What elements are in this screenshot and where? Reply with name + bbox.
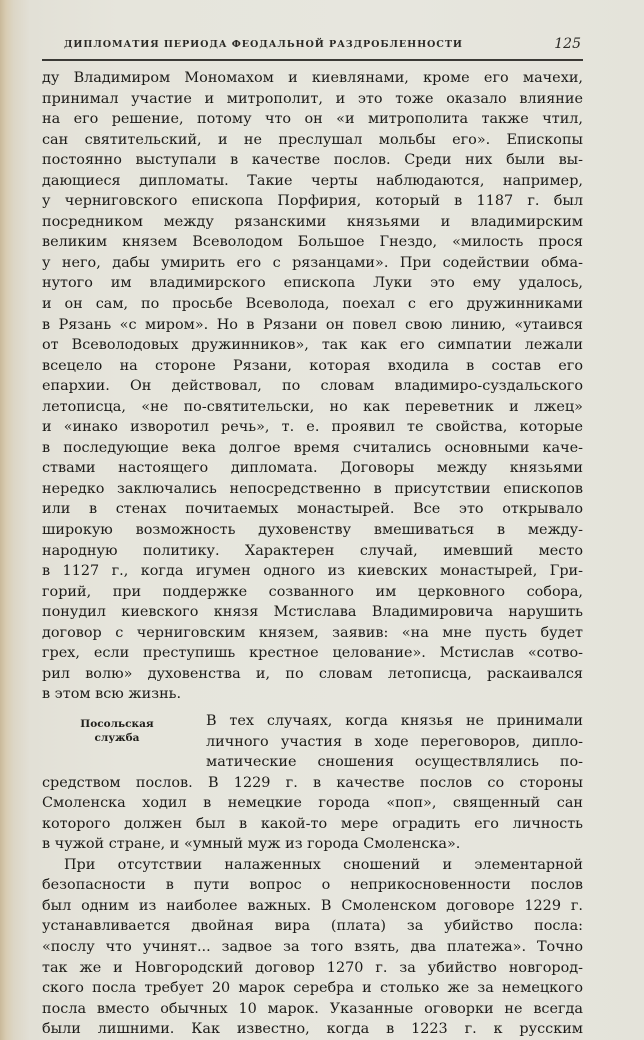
- text-line: грех, если преступишь крестное целование». Мстислав «сотво-: [42, 645, 583, 662]
- text-line: в последующие века долгое время считались основными каче-: [42, 439, 583, 456]
- text-line: матические сношения осуществлялись по-: [206, 754, 583, 771]
- text-line: у него, дабы умирить его с рязанцами». При содействии обма-: [42, 254, 583, 271]
- text-line: дающиеся дипломаты. Такие черты наблюдаются, например,: [42, 172, 583, 189]
- body-text: [42, 68, 583, 1040]
- text-line: ду Владимиром Мономахом и киевлянами, кроме его мачехи,: [42, 70, 583, 86]
- running-head: [42, 37, 583, 57]
- text-line: ствами настоящего дипломата. Договоры между князьями: [42, 460, 583, 477]
- text-line: ского посла требует 20 марок серебра и столько же за немецкого: [42, 980, 583, 997]
- text-line: При отсутствии налаженных сношений и элементарной: [64, 856, 583, 873]
- text-line: посла вместо обычных 10 марок. Указанные оговорки не всегда: [42, 1000, 583, 1017]
- text-line: так же и Новгородский договор 1270 г. за убийство новгород-: [42, 959, 583, 976]
- text-line: в чужой стране, и «умный муж из города Смоленска».: [42, 836, 461, 853]
- text-line: Смоленска ходил в немецкие города «поп», священный сан: [42, 795, 583, 812]
- text-line: «послу что учинят... задвое за того взять, два платежа». Точно: [42, 938, 583, 955]
- paragraph-2: [42, 711, 583, 855]
- text-line: нередко заключались непосредственно в присутствии епископов: [42, 480, 583, 497]
- page-number: 125: [554, 36, 581, 52]
- text-line: был одним из наиболее важных. В Смоленском договоре 1229 г.: [42, 897, 583, 914]
- text-line: всецело на стороне Рязани, которая входила в состав его: [42, 357, 583, 374]
- text-line: или в стенах почитаемых монастырей. Все это открывало: [42, 501, 583, 518]
- text-line: летописца, «не по-святительски, но как переветник и лжец»: [42, 398, 583, 415]
- text-line: принимал участие и митрополит, и это тоже оказало влияние: [42, 90, 583, 107]
- text-line: на его решение, потому что он «и митрополита также чтил,: [42, 111, 583, 128]
- text-line: епархии. Он действовал, по словам владимиро-суздальского: [42, 378, 583, 395]
- text-line: посредником между рязанскими князьями и владимирским: [42, 213, 583, 230]
- text-line: у черниговского епископа Порфирия, который в 1187 г. был: [42, 193, 583, 210]
- text-line: в этом всю жизнь.: [42, 686, 182, 703]
- text-line: в 1127 г., когда игумен одного из киевских монастырей, Гри-: [42, 563, 583, 580]
- margin-note-line: Посольская: [80, 717, 154, 730]
- text-line: рил волю» духовенства и, по словам летописца, раскаивался: [42, 665, 583, 682]
- margin-note: [42, 717, 192, 745]
- text-line: договор с черниговским князем, заявив: «на мне пусть будет: [42, 624, 583, 641]
- text-line: широкую возможность духовенству вмешиваться в между-: [42, 522, 583, 539]
- text-line: от Всеволодовых дружинников», так как его симпатии лежали: [42, 337, 583, 354]
- text-line: В тех случаях, когда князья не принимали: [206, 712, 583, 729]
- text-line: были лишними. Как известно, когда в 1223 г. к русским: [42, 1021, 583, 1038]
- text-line: понудил киевского князя Мстислава Владимировича нарушить: [42, 604, 583, 621]
- header-rule: [42, 59, 583, 61]
- text-line: горий, при поддержке созванного им церковного собора,: [42, 583, 583, 600]
- text-line: которого должен был в какой-то мере оградить его личность: [42, 815, 583, 832]
- text-line: великим князем Всеволодом Большое Гнездо, «милость прося: [42, 234, 583, 251]
- text-line: постоянно выступали в качестве послов. Среди них были вы-: [42, 152, 583, 169]
- paragraph-1: [42, 68, 583, 705]
- text-line: и он сам, по просьбе Всеволода, поехал с его дружинниками: [42, 296, 583, 313]
- text-line: средством послов. В 1229 г. в качестве послов со стороны: [42, 774, 583, 791]
- text-line: и «инако изворотил речь», т. е. проявил те свойства, которые: [42, 419, 583, 436]
- text-line: безопасности в пути вопрос о неприкосновенности послов: [42, 877, 583, 894]
- text-line: нутого им владимирского епископа Луки это ему удалось,: [42, 275, 583, 292]
- text-line: сан святительский, и не преслушал мольбы его». Епископы: [42, 131, 583, 148]
- text-line: народную политику. Характерен случай, имевший место: [42, 542, 583, 559]
- paragraph-3: [42, 855, 583, 1040]
- text-line: в Рязань «с миром». Но в Рязани он повел свою линию, «утаився: [42, 316, 583, 333]
- text-line: устанавливается двойная вира (плата) за убийство посла:: [42, 918, 583, 935]
- text-line: личного участия в ходе переговоров, дипло-: [206, 733, 583, 750]
- running-head-title: ДИПЛОМАТИЯ ПЕРИОДА ФЕОДАЛЬНОЙ РАЗДРОБЛЕННОСТИ: [64, 39, 463, 50]
- margin-note-line: служба: [94, 731, 140, 744]
